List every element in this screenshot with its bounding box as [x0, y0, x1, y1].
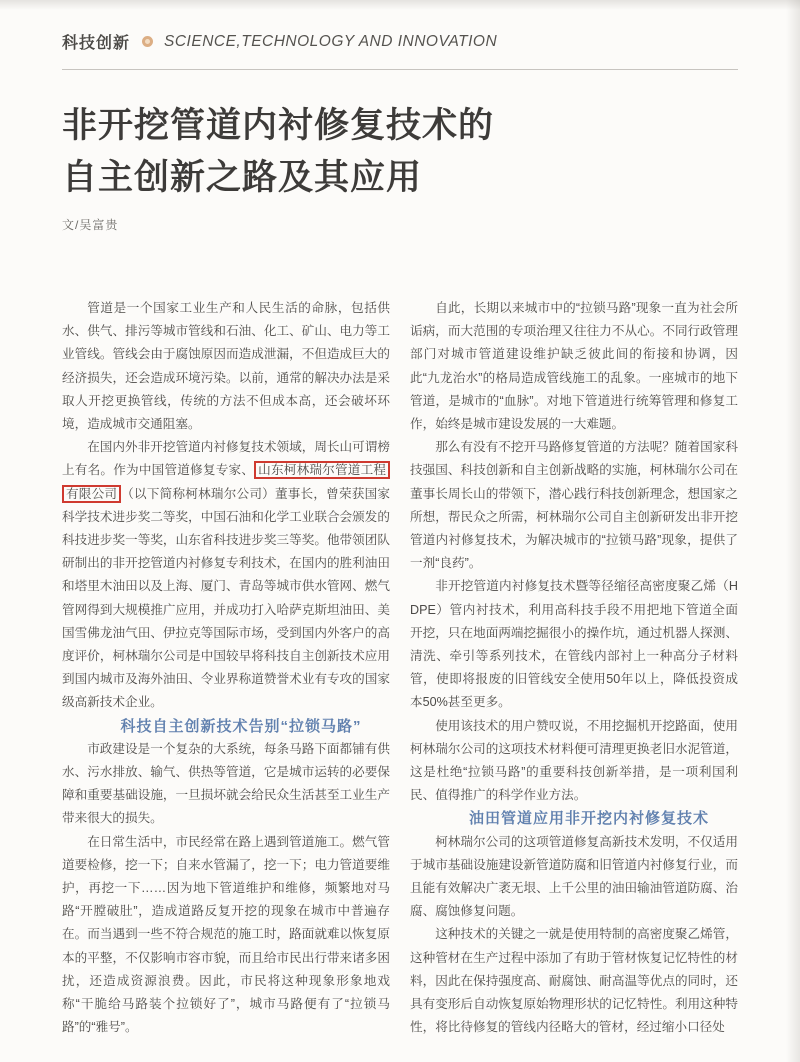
byline: 文/吴富贵	[62, 218, 119, 232]
article-title-line1: 非开挖管道内衬修复技术的	[62, 106, 495, 145]
paragraph: 在日常生活中，市民经常在路上遇到管道施工。燃气管道要检修，挖一下；自来水管漏了，挖一下；电力管道要维护，再挖一下……因为地下管道维护和维修，频繁地对马路“开膛破肚”，造成道路反复开挖的现象在城市中普遍存在。而当遇到一些不符合规范的施工时，路面就难以恢复原本的平整，不仅影响市容市貌，而且给市民出行带来诸多困扰，还造成资源浪费。因此，市民将这种现象形象地戏称“干脆给马路装个拉锁好了”，城市马路便有了“拉锁马路”的“雅号”。	[62, 834, 390, 1035]
article-body	[62, 297, 738, 1040]
paragraph	[62, 436, 390, 714]
section-title-cn: 科技创新	[62, 35, 131, 52]
paragraph-text: （以下简称柯林瑞尔公司）董事长，曾荣获国家科学技术进步奖二等奖，中国石油和化学工业联合会颁发的科技进步奖一等奖，山东省科技进步奖三等奖。他带领团队研制出的非开挖管道内衬修复专利技术，在国内的胜利油田和塔里木油田以及上海、厦门、青岛等城市供水管网、燃气管网得到大规模推广应用，并成功打入哈萨克斯坦油田、美国雪佛龙油气田、伊拉克等国际市场，受到国内外客户的高度评价，柯林瑞尔公司是中国较早将科技自主创新技术应用到国内城市及海外油田、令业界称道赞誉术业有专攻的国家级高新技术企业。	[62, 486, 390, 710]
highlighted-company-name: 山东柯林瑞尔管道工程有限公司	[62, 461, 390, 502]
right-column	[410, 297, 738, 1040]
left-column	[62, 297, 390, 1040]
paragraph: 那么有没有不挖开马路修复管道的方法呢？随着国家科技强国、科技创新和自主创新战略的实施，柯林瑞尔公司在董事长周长山的带领下，潜心践行科技创新理念，想国家之所想，帮民众之所需，柯林瑞尔公司自主创新研发出非开挖管道内衬修复技术，为解决城市的“拉锁马路”现象，提供了一剂“良药”。	[410, 440, 738, 571]
paragraph: 使用该技术的用户赞叹说，不用挖掘机开挖路面，使用柯林瑞尔公司的这项技术材料便可清理更换老旧水泥管道，这是杜绝“拉锁马路”的重要科技创新举措，是一项利国利民、值得推广的科学作业方法。	[410, 718, 738, 803]
paragraph: 市政建设是一个复杂的大系统，每条马路下面都铺有供水、污水排放、输气、供热等管道，它是城市运转的必要保障和重要基础设施，一旦损坏就会给民众生活甚至工业生产带来很大的损失。	[62, 741, 390, 826]
paragraph: 管道是一个国家工业生产和人民生活的命脉，包括供水、供气、排污等城市管线和石油、化工、矿山、电力等工业管线。管线会由于腐蚀原因而造成泄漏，不但造成巨大的经济损失，还会造成环境污染。以前，通常的解决办法是采取人开挖更换管线，传统的方法不但成本高，还会破坏环境，造成城市交通阻塞。	[62, 301, 390, 432]
section-subheading: 油田管道应用非开挖内衬修复技术	[468, 810, 709, 828]
paragraph: 非开挖管道内衬修复技术暨等径缩径高密度聚乙烯（HDPE）管内衬技术，利用高科技手段不用把地下管道全面开挖，只在地面两端挖掘很小的操作坑，通过机器人探测、清洗、牵引等系列技术，在管线内部衬上一种高分子材料管，使即将报废的旧管线安全使用50年以上，降低投资成本50%甚至更多。	[410, 579, 738, 710]
paragraph: 这种技术的关键之一就是使用特制的高密度聚乙烯管，这种管材在生产过程中添加了有助于管材恢复记忆特性的材料，因此在保持强度高、耐腐蚀、耐高温等优点的同时，还具有变形后自动恢复原始物理形状的记忆特性。利用这种特性，将比待修复的管线内径略大的管材，经过缩小口径处	[410, 927, 738, 1035]
section-subheading: 科技自主创新技术告别“拉锁马路”	[120, 717, 362, 735]
section-dot-icon	[142, 36, 153, 47]
section-header	[62, 30, 738, 70]
article-title-line2: 自主创新之路及其应用	[62, 158, 423, 197]
paragraph: 柯林瑞尔公司的这项管道修复高新技术发明，不仅适用于城市基础设施建设新管道防腐和旧管道内衬修复行业，而且能有效解决广袤无垠、上千公里的油田输油管道防腐、治腐、腐蚀修复问题。	[410, 834, 738, 919]
paragraph-text: 在国内外非开挖管道内衬修复技术领域，周长山可谓榜上有名。作为中国管道修复专家、	[62, 440, 390, 478]
paragraph: 自此，长期以来城市中的“拉锁马路”现象一直为社会所诟病，而大范围的专项治理又往往力不从心。不同行政管理部门对城市管道建设维护缺乏彼此间的衔接和协调，因此“九龙治水”的格局造成管线施工的乱象。一座城市的地下管道，是城市的“血脉”。对地下管道进行统筹管理和修复工作，始终是城市建设发展的一大难题。	[410, 301, 738, 432]
article-title	[62, 100, 738, 204]
section-title-en: SCIENCE,TECHNOLOGY AND INNOVATION	[164, 32, 498, 50]
